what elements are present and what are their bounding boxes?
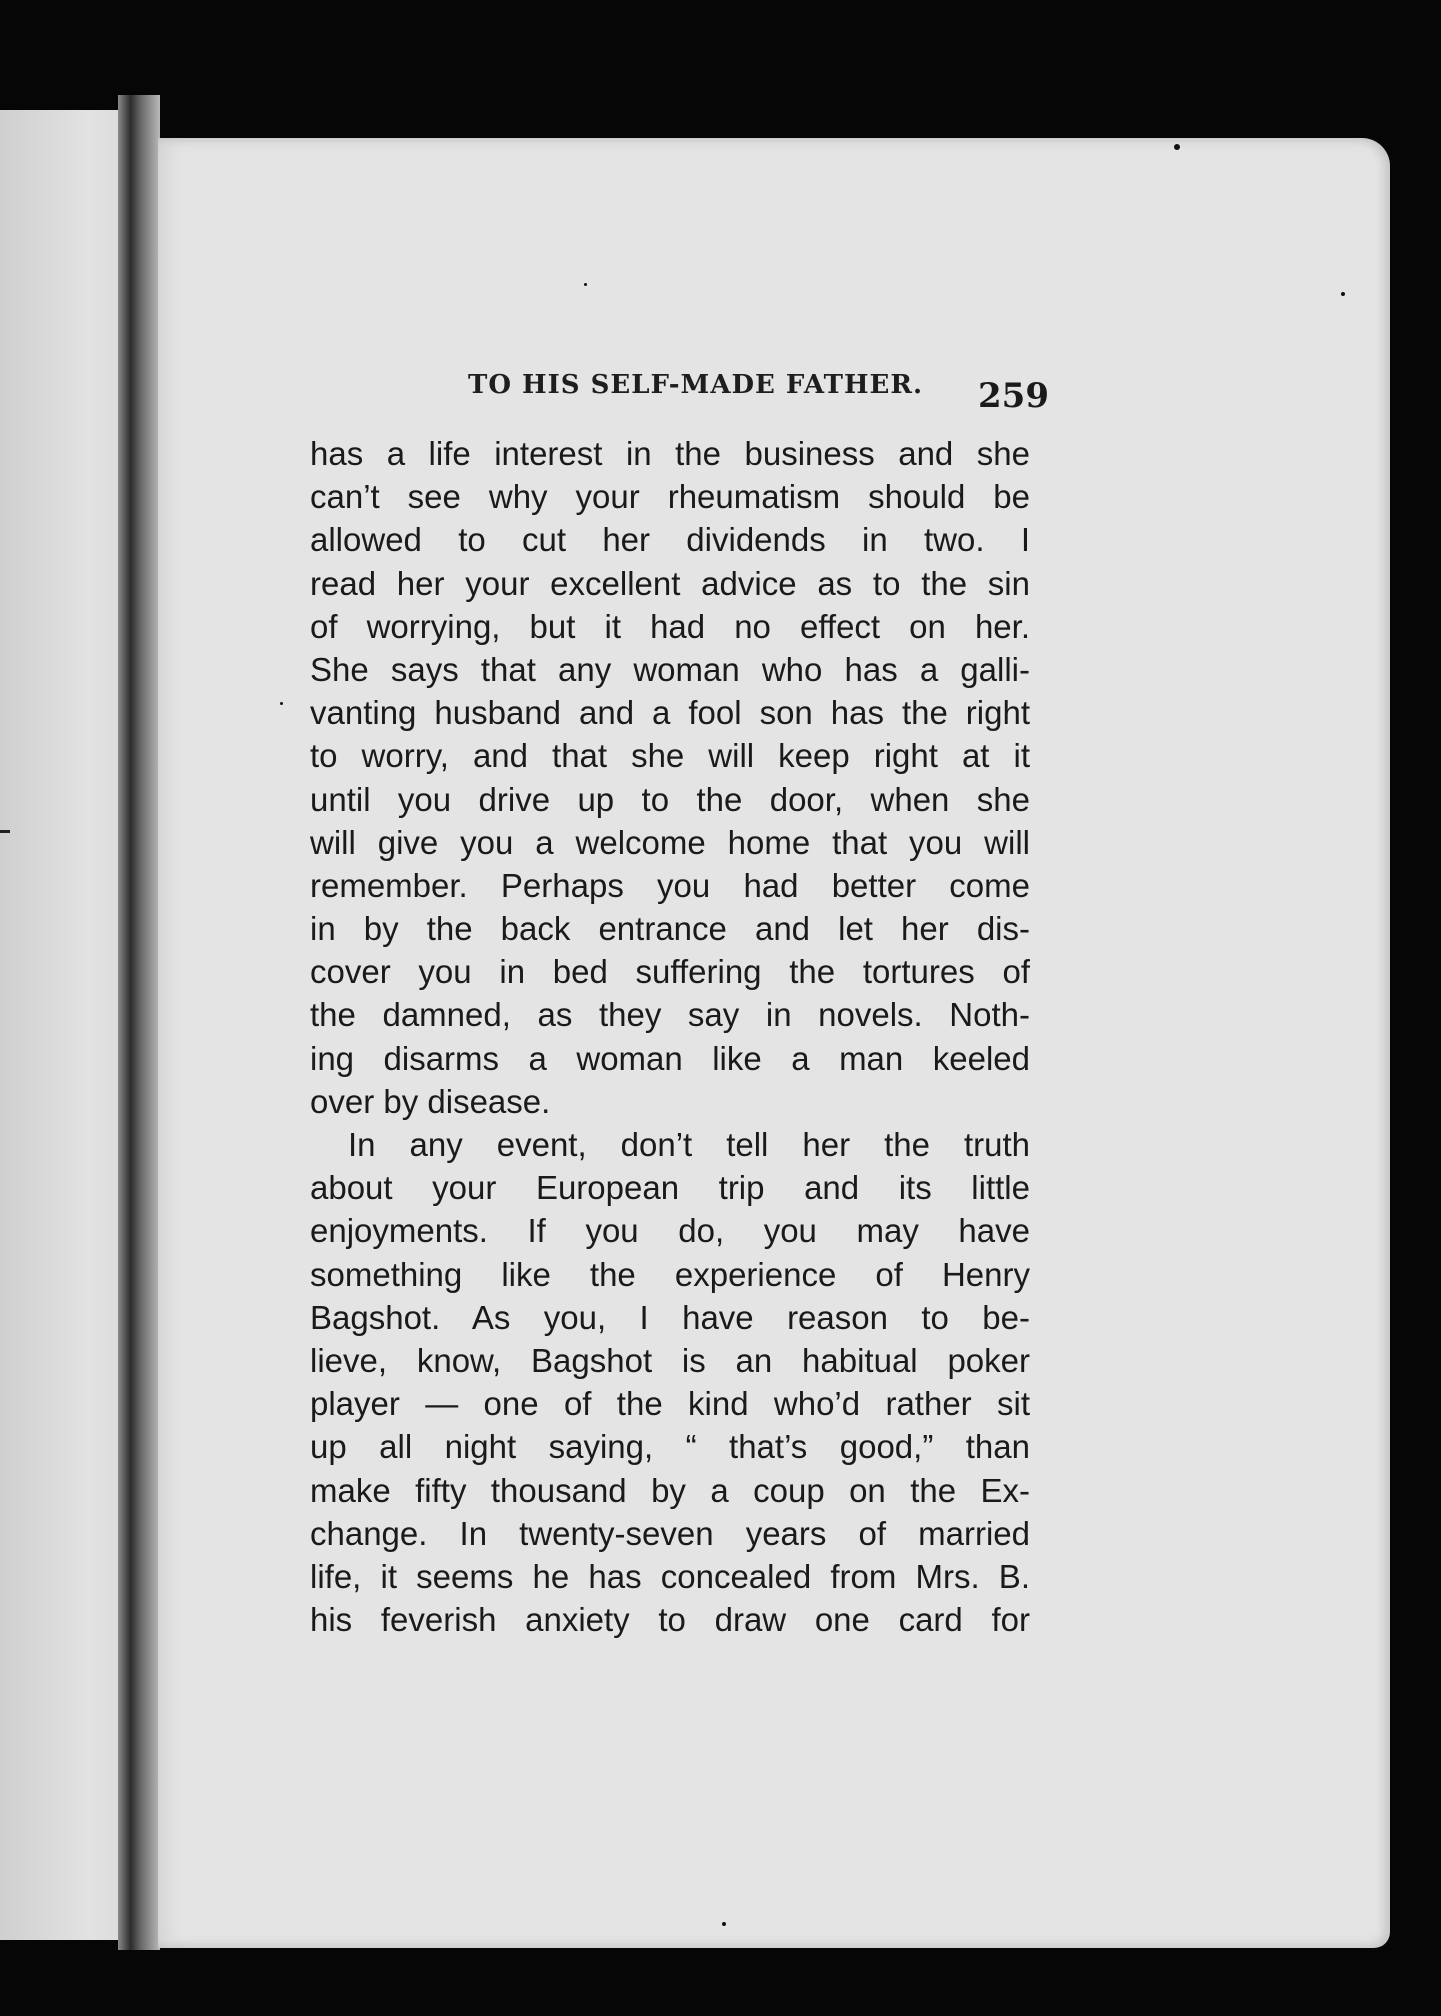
text-line: enjoyments. If you do, you may have (310, 1212, 1030, 1250)
text-line: read her your excellent advice as to the sin (310, 564, 1030, 602)
text-line: will give you a welcome home that you will (310, 823, 1030, 861)
text-line: his feverish anxiety to draw one card for (310, 1601, 1030, 1639)
text-line: the damned, as they say in novels. Noth- (310, 996, 1030, 1034)
dust-speck (584, 283, 587, 286)
body-text (310, 432, 1030, 1641)
paragraph (310, 432, 1030, 1123)
text-line: something like the experience of Henry (310, 1255, 1030, 1293)
text-line: life, it seems he has concealed from Mrs. B. (310, 1557, 1030, 1595)
running-head: TO HIS SELF-MADE FATHER. (468, 370, 924, 400)
text-line: has a life interest in the business and she (310, 435, 1030, 472)
text-line: ing disarms a woman like a man keeled (310, 1039, 1030, 1077)
text-line: to worry, and that she will keep right at it (310, 737, 1030, 775)
text-line: Bagshot. As you, I have reason to be- (310, 1298, 1030, 1336)
text-line: make fifty thousand by a coup on the Ex- (310, 1471, 1030, 1509)
dust-speck (1174, 144, 1180, 150)
text-line: of worrying, but it had no effect on her. (310, 607, 1030, 645)
paragraph (310, 1123, 1030, 1641)
text-line: player — one of the kind who’d rather sit (310, 1385, 1030, 1423)
text-line: in by the back entrance and let her dis- (310, 910, 1030, 948)
edge-mark (0, 830, 10, 833)
book-gutter (118, 95, 160, 1950)
text-line: allowed to cut her dividends in two. I (310, 521, 1030, 559)
text-line: up all night saying, “ that’s good,” than (310, 1428, 1030, 1466)
text-line: about your European trip and its little (310, 1169, 1030, 1207)
text-line: remember. Perhaps you had better come (310, 866, 1030, 904)
text-line: can’t see why your rheumatism should be (310, 478, 1030, 516)
dust-speck (280, 702, 283, 705)
text-line: lieve, know, Bagshot is an habitual poker (310, 1341, 1030, 1379)
text-line: until you drive up to the door, when she (310, 780, 1030, 818)
text-line: vanting husband and a fool son has the right (310, 694, 1030, 732)
dust-speck (1341, 292, 1345, 296)
text-line: In any event, don’t tell her the truth (348, 1126, 1030, 1163)
text-line: cover you in bed suffering the tortures of (310, 953, 1030, 991)
text-line: She says that any woman who has a galli- (310, 650, 1030, 688)
dust-speck (722, 1922, 726, 1926)
page-number: 259 (978, 376, 1049, 416)
text-line: over by disease. (310, 1082, 551, 1120)
text-line: change. In twenty-seven years of married (310, 1514, 1030, 1552)
